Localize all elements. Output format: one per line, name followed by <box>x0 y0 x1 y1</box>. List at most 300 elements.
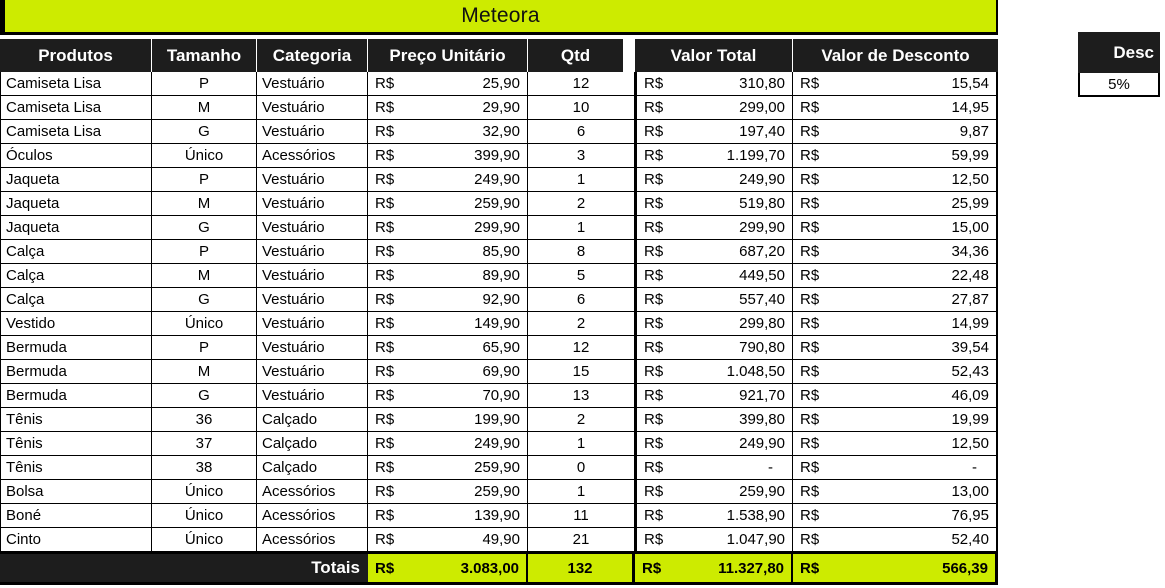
table-row <box>0 432 998 456</box>
cell-text: Acessórios <box>262 531 336 548</box>
cell-tamanho[interactable] <box>152 96 257 119</box>
cell-text: 34,36 <box>951 243 989 260</box>
currency-symbol: R$ <box>375 75 395 92</box>
cell-qtd[interactable] <box>528 336 635 359</box>
cell-text: Jaqueta <box>6 195 60 212</box>
currency-symbol: R$ <box>800 267 820 284</box>
cell-text: 687,20 <box>739 243 785 260</box>
cell-qtd[interactable] <box>528 96 635 119</box>
cell-text: 557,40 <box>739 291 785 308</box>
cell-text: Calça <box>6 291 45 308</box>
totals-preco-value: 3.083,00 <box>460 559 519 577</box>
cell-valor-desconto[interactable] <box>793 312 998 335</box>
cell-valor-total[interactable] <box>635 312 793 335</box>
cell-text: Jaqueta <box>6 171 60 188</box>
cell-text: G <box>198 291 210 308</box>
cell-tamanho[interactable] <box>152 72 257 95</box>
cell-valor-desconto[interactable] <box>793 408 998 431</box>
cell-produto[interactable] <box>0 168 152 191</box>
currency-symbol: R$ <box>375 483 395 500</box>
currency-symbol: R$ <box>800 435 820 452</box>
cell-text: M <box>197 267 211 284</box>
cell-tamanho[interactable] <box>152 192 257 215</box>
cell-text: 13 <box>572 387 590 404</box>
cell-valor-total[interactable] <box>635 264 793 287</box>
cell-categoria[interactable] <box>257 144 368 167</box>
cell-categoria[interactable] <box>257 288 368 311</box>
totals-label: Totais <box>0 554 368 582</box>
table-row <box>0 336 998 360</box>
cell-tamanho[interactable] <box>152 480 257 503</box>
cell-tamanho[interactable] <box>152 456 257 479</box>
header-produtos[interactable]: Produtos <box>0 39 152 72</box>
cell-text: 1.538,90 <box>726 507 785 524</box>
cell-qtd[interactable] <box>528 384 635 407</box>
cell-text: 12,50 <box>951 171 989 188</box>
cell-text: 5 <box>576 267 586 284</box>
cell-preco-unitario[interactable] <box>368 168 528 191</box>
cell-preco-unitario[interactable] <box>368 192 528 215</box>
cell-valor-desconto[interactable] <box>793 192 998 215</box>
cell-text: 12 <box>572 339 590 356</box>
cell-tamanho[interactable] <box>152 288 257 311</box>
cell-tamanho[interactable] <box>152 240 257 263</box>
cell-tamanho[interactable] <box>152 336 257 359</box>
table-row <box>0 96 998 120</box>
cell-tamanho[interactable] <box>152 504 257 527</box>
cell-tamanho[interactable] <box>152 528 257 551</box>
table-row <box>0 288 998 312</box>
cell-preco-unitario[interactable] <box>368 120 528 143</box>
cell-categoria[interactable] <box>257 72 368 95</box>
cell-valor-total[interactable] <box>635 456 793 479</box>
cell-qtd[interactable] <box>528 144 635 167</box>
cell-produto[interactable] <box>0 456 152 479</box>
table-row <box>0 72 998 96</box>
cell-qtd[interactable] <box>528 432 635 455</box>
cell-text: Jaqueta <box>6 219 60 236</box>
header-categoria[interactable]: Categoria <box>257 39 368 72</box>
cell-text: Único <box>184 507 224 524</box>
cell-preco-unitario[interactable] <box>368 528 528 551</box>
currency-symbol: R$ <box>644 459 664 476</box>
cell-text: Acessórios <box>262 147 336 164</box>
cell-text: 19,99 <box>951 411 989 428</box>
cell-tamanho[interactable] <box>152 120 257 143</box>
cell-categoria[interactable] <box>257 264 368 287</box>
cell-text: Vestuário <box>262 363 325 380</box>
cell-text: Calça <box>6 267 45 284</box>
cell-valor-total[interactable] <box>635 120 793 143</box>
table-row <box>0 504 998 528</box>
cell-produto[interactable] <box>0 432 152 455</box>
currency-symbol: R$ <box>375 507 395 524</box>
cell-text: 9,87 <box>959 123 989 140</box>
cell-categoria[interactable] <box>257 504 368 527</box>
table-row <box>0 384 998 408</box>
cell-qtd[interactable] <box>528 168 635 191</box>
cell-valor-desconto[interactable] <box>793 504 998 527</box>
cell-qtd[interactable] <box>528 288 635 311</box>
totals-valor-total-value: 11.327,80 <box>718 559 784 577</box>
cell-produto[interactable] <box>0 216 152 239</box>
cell-text: 13,00 <box>951 483 989 500</box>
cell-valor-desconto[interactable] <box>793 336 998 359</box>
cell-text: 1.047,90 <box>726 531 785 548</box>
cell-valor-desconto[interactable] <box>793 144 998 167</box>
currency-symbol: R$ <box>800 75 820 92</box>
cell-text: Bermuda <box>6 387 67 404</box>
cell-text: 14,99 <box>951 315 989 332</box>
cell-categoria[interactable] <box>257 168 368 191</box>
cell-text: M <box>197 195 211 212</box>
cell-valor-total[interactable] <box>635 288 793 311</box>
cell-text: Vestuário <box>262 219 325 236</box>
cell-preco-unitario[interactable] <box>368 408 528 431</box>
cell-preco-unitario[interactable] <box>368 240 528 263</box>
desc-value-cell[interactable]: 5% <box>1078 73 1160 97</box>
cell-text: Calça <box>6 243 45 260</box>
cell-valor-desconto[interactable] <box>793 264 998 287</box>
cell-tamanho[interactable] <box>152 312 257 335</box>
cell-produto[interactable] <box>0 96 152 119</box>
currency-symbol: R$ <box>644 507 664 524</box>
cell-text: 149,90 <box>474 315 520 332</box>
cell-text: 259,90 <box>474 195 520 212</box>
cell-text: 3 <box>576 147 586 164</box>
currency-symbol: R$ <box>375 243 395 260</box>
cell-produto[interactable] <box>0 144 152 167</box>
table-row <box>0 408 998 432</box>
cell-text: 15 <box>572 363 590 380</box>
cell-text: Tênis <box>6 435 43 452</box>
cell-qtd[interactable] <box>528 120 635 143</box>
cell-text: 49,90 <box>482 531 520 548</box>
cell-qtd[interactable] <box>528 240 635 263</box>
cell-qtd[interactable] <box>528 192 635 215</box>
cell-text: 259,90 <box>474 459 520 476</box>
header-preco-unitario[interactable]: Preço Unitário <box>368 39 528 72</box>
cell-qtd[interactable] <box>528 408 635 431</box>
cell-valor-desconto[interactable] <box>793 120 998 143</box>
table-row <box>0 216 998 240</box>
cell-valor-total[interactable] <box>635 384 793 407</box>
cell-text: 15,00 <box>951 219 989 236</box>
header-tamanho[interactable]: Tamanho <box>152 39 257 72</box>
header-qtd[interactable]: Qtd <box>528 39 623 72</box>
cell-valor-desconto[interactable] <box>793 288 998 311</box>
cell-valor-desconto[interactable] <box>793 240 998 263</box>
totals-qtd[interactable]: 132 <box>528 554 635 582</box>
cell-text: 85,90 <box>482 243 520 260</box>
cell-valor-desconto[interactable] <box>793 480 998 503</box>
cell-valor-total[interactable] <box>635 144 793 167</box>
cell-categoria[interactable] <box>257 360 368 383</box>
cell-categoria[interactable] <box>257 216 368 239</box>
cell-valor-total[interactable] <box>635 408 793 431</box>
cell-text: Bermuda <box>6 363 67 380</box>
cell-preco-unitario[interactable] <box>368 72 528 95</box>
cell-preco-unitario[interactable] <box>368 480 528 503</box>
cell-text: 12 <box>572 75 590 92</box>
cell-valor-total[interactable] <box>635 336 793 359</box>
cell-qtd[interactable] <box>528 264 635 287</box>
cell-tamanho[interactable] <box>152 264 257 287</box>
cell-valor-total[interactable] <box>635 192 793 215</box>
cell-text: 790,80 <box>739 339 785 356</box>
currency-symbol: R$ <box>375 531 395 548</box>
cell-text: Vestuário <box>262 195 325 212</box>
cell-text: Vestuário <box>262 291 325 308</box>
cell-text: 249,90 <box>474 435 520 452</box>
header-valor-total[interactable]: Valor Total <box>635 39 793 72</box>
cell-valor-total[interactable] <box>635 216 793 239</box>
cell-produto[interactable] <box>0 336 152 359</box>
currency-symbol: R$ <box>644 315 664 332</box>
cell-valor-desconto[interactable] <box>793 216 998 239</box>
table-row <box>0 192 998 216</box>
cell-preco-unitario[interactable] <box>368 384 528 407</box>
currency-symbol: R$ <box>375 195 395 212</box>
currency-symbol: R$ <box>800 219 820 236</box>
cell-tamanho[interactable] <box>152 408 257 431</box>
cell-produto[interactable] <box>0 240 152 263</box>
cell-text: 76,95 <box>951 507 989 524</box>
cell-qtd[interactable] <box>528 360 635 383</box>
cell-text: Vestuário <box>262 315 325 332</box>
currency-symbol: R$ <box>800 531 820 548</box>
currency-symbol: R$ <box>644 267 664 284</box>
currency-symbol: R$ <box>375 387 395 404</box>
cell-categoria[interactable] <box>257 240 368 263</box>
totals-valor-total[interactable] <box>635 554 793 582</box>
currency-symbol: R$ <box>800 195 820 212</box>
cell-text: G <box>198 219 210 236</box>
cell-preco-unitario[interactable] <box>368 312 528 335</box>
cell-text: G <box>198 387 210 404</box>
currency-symbol: R$ <box>800 363 820 380</box>
cell-produto[interactable] <box>0 264 152 287</box>
cell-text: 65,90 <box>482 339 520 356</box>
cell-qtd[interactable] <box>528 72 635 95</box>
cell-tamanho[interactable] <box>152 168 257 191</box>
table-row <box>0 360 998 384</box>
cell-text: - <box>768 459 773 476</box>
cell-text: Boné <box>6 507 42 524</box>
cell-produto[interactable] <box>0 360 152 383</box>
cell-text: 249,90 <box>739 171 785 188</box>
cell-categoria[interactable] <box>257 384 368 407</box>
table-row <box>0 144 998 168</box>
cell-qtd[interactable] <box>528 504 635 527</box>
currency-symbol: R$ <box>644 531 664 548</box>
cell-text: 52,40 <box>951 531 989 548</box>
cell-text: P <box>198 171 209 188</box>
cell-preco-unitario[interactable] <box>368 504 528 527</box>
currency-symbol: R$ <box>800 387 820 404</box>
cell-produto[interactable] <box>0 72 152 95</box>
cell-valor-desconto[interactable] <box>793 528 998 551</box>
cell-produto[interactable] <box>0 480 152 503</box>
cell-text: 2 <box>576 315 586 332</box>
cell-text: 2 <box>576 195 586 212</box>
cell-qtd[interactable] <box>528 312 635 335</box>
cell-text: Acessórios <box>262 507 336 524</box>
cell-text: 32,90 <box>482 123 520 140</box>
cell-valor-total[interactable] <box>635 480 793 503</box>
cell-valor-total[interactable] <box>635 168 793 191</box>
cell-text: Vestuário <box>262 75 325 92</box>
cell-valor-desconto[interactable] <box>793 432 998 455</box>
cell-categoria[interactable] <box>257 432 368 455</box>
cell-text: Tênis <box>6 459 43 476</box>
cell-categoria[interactable] <box>257 120 368 143</box>
cell-tamanho[interactable] <box>152 384 257 407</box>
cell-tamanho[interactable] <box>152 432 257 455</box>
cell-text: P <box>198 75 209 92</box>
cell-preco-unitario[interactable] <box>368 336 528 359</box>
cell-text: Vestuário <box>262 171 325 188</box>
cell-qtd[interactable] <box>528 216 635 239</box>
cell-preco-unitario[interactable] <box>368 360 528 383</box>
cell-text: 199,90 <box>474 411 520 428</box>
cell-preco-unitario[interactable] <box>368 288 528 311</box>
cell-text: 197,40 <box>739 123 785 140</box>
cell-text: 11 <box>573 507 589 524</box>
cell-qtd[interactable] <box>528 528 635 551</box>
cell-text: 249,90 <box>739 435 785 452</box>
cell-valor-desconto[interactable] <box>793 96 998 119</box>
cell-text: 2 <box>576 411 586 428</box>
cell-text: G <box>198 123 210 140</box>
cell-text: 22,48 <box>951 267 989 284</box>
cell-text: 38 <box>195 459 213 476</box>
cell-valor-desconto[interactable] <box>793 384 998 407</box>
currency-symbol: R$ <box>800 411 820 428</box>
currency-symbol: R$ <box>375 411 395 428</box>
cell-produto[interactable] <box>0 120 152 143</box>
currency-symbol: R$ <box>375 99 395 116</box>
cell-categoria[interactable] <box>257 408 368 431</box>
cell-categoria[interactable] <box>257 456 368 479</box>
cell-categoria[interactable] <box>257 96 368 119</box>
cell-tamanho[interactable] <box>152 360 257 383</box>
cell-text: Calçado <box>262 459 318 476</box>
cell-text: M <box>197 363 211 380</box>
cell-text: 1 <box>576 171 586 188</box>
cell-categoria[interactable] <box>257 480 368 503</box>
currency-symbol: R$ <box>644 219 664 236</box>
cell-produto[interactable] <box>0 192 152 215</box>
cell-text: 27,87 <box>951 291 989 308</box>
cell-text: Vestuário <box>262 387 325 404</box>
cell-valor-total[interactable] <box>635 360 793 383</box>
cell-valor-desconto[interactable] <box>793 168 998 191</box>
cell-text: Vestuário <box>262 243 325 260</box>
currency-symbol: R$ <box>375 171 395 188</box>
cell-produto[interactable] <box>0 312 152 335</box>
cell-categoria[interactable] <box>257 312 368 335</box>
cell-text: 449,50 <box>739 267 785 284</box>
totals-preco-unitario[interactable] <box>368 554 528 582</box>
cell-text: 46,09 <box>951 387 989 404</box>
cell-qtd[interactable] <box>528 456 635 479</box>
cell-qtd[interactable] <box>528 480 635 503</box>
currency-symbol: R$ <box>644 171 664 188</box>
cell-preco-unitario[interactable] <box>368 216 528 239</box>
cell-text: 6 <box>576 123 586 140</box>
table-row <box>0 240 998 264</box>
cell-valor-total[interactable] <box>635 504 793 527</box>
currency-symbol: R$ <box>644 243 664 260</box>
cell-valor-desconto[interactable] <box>793 360 998 383</box>
cell-produto[interactable] <box>0 384 152 407</box>
cell-preco-unitario[interactable] <box>368 432 528 455</box>
cell-text: 299,80 <box>739 315 785 332</box>
cell-text: 25,99 <box>951 195 989 212</box>
currency-symbol: R$ <box>800 243 820 260</box>
cell-text: 10 <box>572 99 590 116</box>
cell-valor-desconto[interactable] <box>793 72 998 95</box>
cell-produto[interactable] <box>0 528 152 551</box>
currency-symbol: R$ <box>800 123 820 140</box>
desc-header[interactable]: Desc <box>1078 32 1160 73</box>
currency-symbol: R$ <box>800 147 820 164</box>
cell-text: 36 <box>195 411 213 428</box>
cell-text: 519,80 <box>739 195 785 212</box>
cell-text: 259,90 <box>739 483 785 500</box>
currency-symbol: R$ <box>375 123 395 140</box>
cell-text: Óculos <box>6 147 53 164</box>
totals-valor-desconto-value: 566,39 <box>942 559 988 577</box>
cell-text: 29,90 <box>482 99 520 116</box>
cell-valor-total[interactable] <box>635 528 793 551</box>
cell-text: Cinto <box>6 531 42 548</box>
totals-valor-desconto[interactable] <box>793 554 998 582</box>
cell-text: 6 <box>576 291 586 308</box>
cell-preco-unitario[interactable] <box>368 144 528 167</box>
currency-symbol: R$ <box>375 435 395 452</box>
cell-text: 89,90 <box>482 267 520 284</box>
cell-produto[interactable] <box>0 288 152 311</box>
cell-preco-unitario[interactable] <box>368 96 528 119</box>
cell-preco-unitario[interactable] <box>368 264 528 287</box>
header-valor-de-desconto[interactable]: Valor de Desconto <box>793 39 998 72</box>
cell-text: Acessórios <box>262 483 336 500</box>
cell-categoria[interactable] <box>257 192 368 215</box>
cell-text: 1 <box>576 483 586 500</box>
cell-valor-total[interactable] <box>635 240 793 263</box>
cell-text: 299,90 <box>739 219 785 236</box>
cell-text: 8 <box>576 243 586 260</box>
cell-text: Bolsa <box>6 483 44 500</box>
cell-valor-total[interactable] <box>635 96 793 119</box>
cell-text: 14,95 <box>951 99 989 116</box>
cell-valor-total[interactable] <box>635 72 793 95</box>
cell-categoria[interactable] <box>257 528 368 551</box>
cell-preco-unitario[interactable] <box>368 456 528 479</box>
page-title: Meteora <box>461 4 540 27</box>
cell-tamanho[interactable] <box>152 216 257 239</box>
cell-produto[interactable] <box>0 504 152 527</box>
cell-tamanho[interactable] <box>152 144 257 167</box>
cell-text: 259,90 <box>474 483 520 500</box>
cell-valor-desconto[interactable] <box>793 456 998 479</box>
cell-categoria[interactable] <box>257 336 368 359</box>
cell-produto[interactable] <box>0 408 152 431</box>
cell-text: Único <box>184 483 224 500</box>
cell-valor-total[interactable] <box>635 432 793 455</box>
